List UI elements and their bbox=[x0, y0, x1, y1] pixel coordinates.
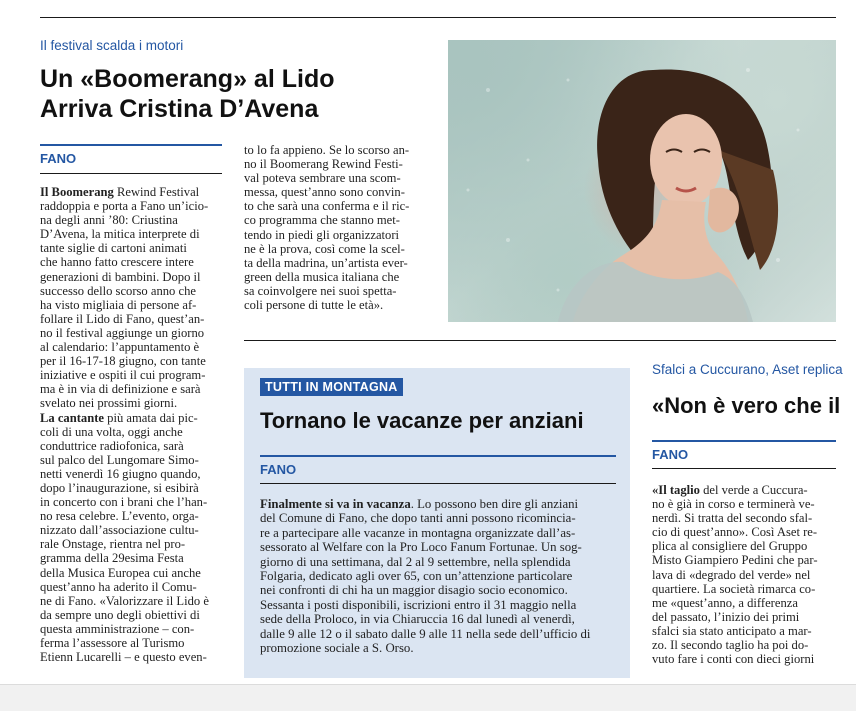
paragraph-line: follare il Lido di Fano, quest’an- bbox=[40, 311, 205, 326]
paragraph-line: generazioni di bambini. Dopo il bbox=[40, 269, 201, 284]
paragraph-line: nerdì. Si tratta del secondo sfal- bbox=[652, 511, 813, 526]
paragraph-line bbox=[40, 185, 222, 199]
right-section-rule bbox=[652, 440, 836, 442]
paragraph-line: gramma della 29esima Festa bbox=[40, 551, 184, 566]
paragraph-line: conduttrice radiofonica, sarà bbox=[40, 438, 184, 453]
paragraph-line bbox=[260, 497, 618, 511]
top-story-kicker: Il festival scalda i motori bbox=[40, 38, 184, 53]
paragraph-line: sessorato al Welfare con la Pro Loco Fanum Fortunae. Un sog- bbox=[260, 540, 582, 555]
paragraph-line: netti venerdì 16 giugno quando, bbox=[40, 466, 201, 481]
paragraph-line: plica al consigliere del Gruppo bbox=[652, 539, 808, 554]
box-story-headline[interactable]: Tornano le vacanze per anziani bbox=[260, 408, 584, 433]
paragraph-line: ferma l’assessore al Turismo bbox=[40, 636, 185, 650]
paragraph-line-text: del verde a Cuccura- bbox=[699, 483, 808, 497]
paragraph-line: ha visto migliaia di persone af- bbox=[40, 297, 197, 312]
paragraph-line: zo. Il secondo taglio ha poi do- bbox=[652, 638, 809, 653]
paragraph-line: Misto Giampiero Pedini che par- bbox=[652, 553, 818, 568]
paragraph-line: ta della madrina, un’artista ever- bbox=[244, 255, 408, 270]
paragraph-line bbox=[652, 483, 836, 497]
paragraph-line: to che sarà una conferma e il ric- bbox=[244, 199, 410, 214]
paragraph-line: coli persone di tutte le età». bbox=[244, 298, 384, 313]
paragraph-line: promozione sociale a S. Orso. bbox=[260, 641, 414, 656]
paragraph-line: Folgaria, dedicato agli over 65, con un’attenzione particolare bbox=[260, 569, 573, 584]
paragraph-line: to lo fa appieno. Se lo scorso an- bbox=[244, 143, 410, 157]
middle-rule bbox=[244, 340, 836, 341]
paragraph-line: dopo l’inaugurazione, si esibirà bbox=[40, 480, 199, 495]
paragraph-line: vuto fare i conti con dieci giorni bbox=[652, 652, 815, 667]
paragraph-line: al calendario: l’appuntamento è bbox=[40, 340, 200, 355]
paragraph-line: dalle 9 alle 12 o il sabato dalle 9 alle 11 nella sede dell’ufficio di bbox=[260, 626, 591, 641]
portrait-illustration bbox=[448, 40, 836, 322]
paragraph-line: iniziative e ospiti il cui program- bbox=[40, 368, 206, 383]
paragraph-line: tante siglie di cartoni animati bbox=[40, 241, 187, 256]
top-story-column-2 bbox=[244, 143, 430, 312]
paragraph-line: na degli anni ’80: Criustina bbox=[40, 213, 178, 228]
paragraph-line: raddoppia e porta a Fano un’icio- bbox=[40, 199, 209, 214]
paragraph-line: green della musica italiana che bbox=[244, 269, 400, 284]
paragraph-line: sa coinvolgere nei suoi spetta- bbox=[244, 283, 397, 298]
paragraph-line: che hanno fatto crescere intere bbox=[40, 255, 194, 270]
paragraph-line: D’Avena, la mitica interprete di bbox=[40, 227, 200, 242]
headline-line-2: Arriva Cristina D’Avena bbox=[40, 95, 319, 123]
right-story-kicker: Sfalci a Cuccurano, Aset replica bbox=[652, 362, 843, 377]
paragraph-line: questa amministrazione – con- bbox=[40, 621, 195, 636]
paragraph-line: no il festival aggiunge un giorno bbox=[40, 325, 205, 340]
paragraph-line: val poteva sembrare una scom- bbox=[244, 171, 401, 186]
paragraph-line: messa, quest’anno sono convin- bbox=[244, 185, 405, 200]
paragraph-line: sul palco del Lungomare Simo- bbox=[40, 452, 199, 467]
right-story-body bbox=[652, 483, 836, 666]
paragraph-line: no resa celebre. L’evento, orga- bbox=[40, 509, 199, 524]
paragraph-line: giorno di una settimana, dal 2 al 9 settembre, nella splendida bbox=[260, 554, 571, 569]
paragraph-line: Etienn Lucarelli – e questo even- bbox=[40, 650, 207, 665]
paragraph-line: no il Boomerang Rewind Festi- bbox=[244, 157, 403, 172]
paragraph-line: del Comune di Fano, che dopo tanti anni possono ricomincia- bbox=[260, 511, 576, 526]
box-section-rule bbox=[260, 455, 616, 457]
top-story-headline[interactable] bbox=[40, 64, 334, 124]
paragraph-line: tendo in piedi gli organizzatori bbox=[244, 227, 400, 242]
paragraph-line: in concerto con i brani che l’han- bbox=[40, 495, 208, 510]
paragraph-line: quest’anno ha aderito il Comu- bbox=[40, 579, 197, 594]
paragraph-line-text: . Lo possono ben dire gli anziani bbox=[410, 497, 579, 511]
box-story-body bbox=[260, 497, 618, 655]
viewer-bottom-bar bbox=[0, 684, 856, 711]
paragraph-line: no è già in corso e terminerà ve- bbox=[652, 497, 815, 512]
paragraph-line bbox=[40, 411, 222, 425]
right-story-section: FANO bbox=[652, 447, 689, 462]
paragraph-line: coli di una volta, oggi anche bbox=[40, 424, 183, 439]
top-story-section: FANO bbox=[40, 151, 77, 166]
paragraph-lead: Il Boomerang bbox=[40, 185, 114, 199]
right-section-rule-bottom bbox=[652, 468, 836, 469]
box-story-kicker: TUTTI IN MONTAGNA bbox=[260, 378, 403, 396]
box-section-rule-bottom bbox=[260, 483, 616, 484]
paragraph-line: nizzato dall’associazione cultu- bbox=[40, 523, 199, 538]
right-story-headline[interactable]: «Non è vero che il bbox=[652, 393, 841, 418]
portrait-photo bbox=[448, 40, 836, 322]
paragraph-line: da sempre uno degli obiettivi di bbox=[40, 607, 200, 622]
paragraph-lead: Finalmente si va in vacanza bbox=[260, 497, 411, 511]
paragraph-line: ma è in via di definizione e sarà bbox=[40, 382, 201, 397]
paragraph-line: quartiere. La società rimarca co- bbox=[652, 581, 816, 596]
paragraph-line: sede della Proloco, in via Chiaruccia 16 dal lunedì al venerdì, bbox=[260, 612, 575, 627]
paragraph-line: ne di Fano. «Valorizzare il Lido è bbox=[40, 593, 209, 608]
paragraph-line: me «quest’anno, a differenza bbox=[652, 595, 798, 610]
paragraph-line: del passato, l’inizio dei primi bbox=[652, 609, 800, 624]
paragraph-lead: La cantante bbox=[40, 410, 105, 425]
paragraph-line: re a partecipare alle vacanze in montagna organizzate dall’as- bbox=[260, 525, 576, 540]
paragraph-line-text: Rewind Festival bbox=[113, 185, 200, 199]
headline-line-1: Un «Boomerang» al Lido bbox=[40, 65, 335, 93]
paragraph-line: sfalci sia stato anticipato a mar- bbox=[652, 623, 812, 638]
paragraph-line: ne è la prova, così come la scel- bbox=[244, 241, 405, 256]
paragraph-line: co programma che stanno met- bbox=[244, 213, 400, 228]
paragraph-line: lava di «degrado del verde» nel bbox=[652, 567, 811, 582]
section-rule bbox=[40, 144, 222, 146]
paragraph-line: nei confronti di chi ha un maggior disagio socio economico. bbox=[260, 583, 568, 598]
paragraph-line: rale Onstage, rientra nel pro- bbox=[40, 537, 186, 552]
paragraph-line: successo dello scorso anno che bbox=[40, 283, 196, 298]
paragraph-line-text: più amata dai pic- bbox=[104, 410, 198, 425]
box-story-section: FANO bbox=[260, 462, 297, 477]
paragraph-line: svelato nei prossimi giorni. bbox=[40, 396, 178, 411]
paragraph-line: per il 16-17-18 giugno, con tante bbox=[40, 354, 206, 369]
paragraph-line: della Musica Europea cui anche bbox=[40, 565, 201, 580]
paragraph-line: Sessanta i posti disponibili, iscrizioni entro il 31 maggio nella bbox=[260, 597, 577, 612]
paragraph-lead: «Il taglio bbox=[652, 483, 700, 497]
paragraph-line: cio di quest’anno». Così Aset re- bbox=[652, 525, 818, 540]
top-story-column-1 bbox=[40, 185, 222, 664]
section-rule-bottom bbox=[40, 173, 222, 174]
top-rule bbox=[40, 17, 836, 18]
